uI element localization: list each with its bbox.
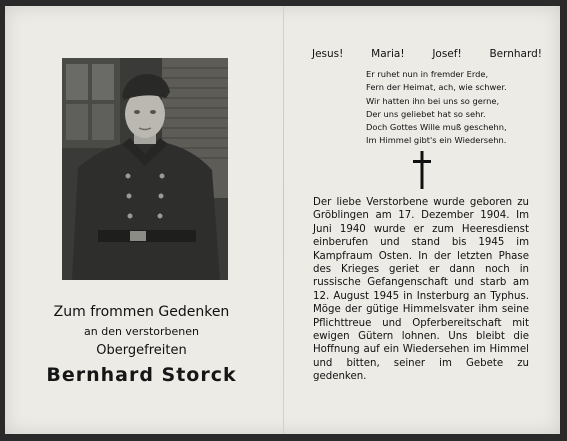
poem-line: Wir hatten ihn bei uns so gerne, xyxy=(366,95,500,106)
invocation-maria: Maria! xyxy=(371,48,405,60)
memorial-poem xyxy=(366,68,551,148)
poem-line: Im Himmel gibt's ein Wiedersehn. xyxy=(366,135,507,146)
invocation-jesus: Jesus! xyxy=(312,48,344,60)
poem-line: Der uns geliebet hat so sehr. xyxy=(366,108,486,119)
invocation-names xyxy=(312,48,542,60)
deceased-name: Bernhard Storck xyxy=(46,364,237,386)
card-fold-line xyxy=(283,6,284,434)
caption-line-3: Obergefreiten xyxy=(96,343,187,358)
latin-cross-icon xyxy=(413,151,431,189)
poem-line: Doch Gottes Wille muß geschehn, xyxy=(366,122,507,133)
invocation-josef: Josef! xyxy=(432,48,462,60)
biography-text: Der liebe Verstorbene wurde geboren zu Gröblingen am 17. Dezember 1904. Im Juni 1940 wurde er zum Heeresdienst einberufen und stand bis 1945 im Kampfraum Osten. In der letzten Phase des Krieges geriet er dann noch in russische Gefangenschaft und starb am 12. August 1945 in Insterburg an Typhus. Möge der gütige Himmelsvater ihm seine Pflichttreue und Opferbereitschaft mit ewigen Gütern lohnen. Uns bleibt die Hoffnung auf ein Wiedersehen im Himmel und bitten, seiner im Gebete zu gedenken. xyxy=(313,197,529,383)
caption-line-2: an den verstorbenen xyxy=(84,325,199,338)
poem-line: Er ruhet nun in fremder Erde, xyxy=(366,69,489,79)
invocation-bernhard: Bernhard! xyxy=(489,48,542,60)
poem-line: Fern der Heimat, ach, wie schwer. xyxy=(366,82,507,93)
caption-line-1: Zum frommen Gedenken xyxy=(53,304,230,320)
portrait-photo xyxy=(62,58,228,280)
